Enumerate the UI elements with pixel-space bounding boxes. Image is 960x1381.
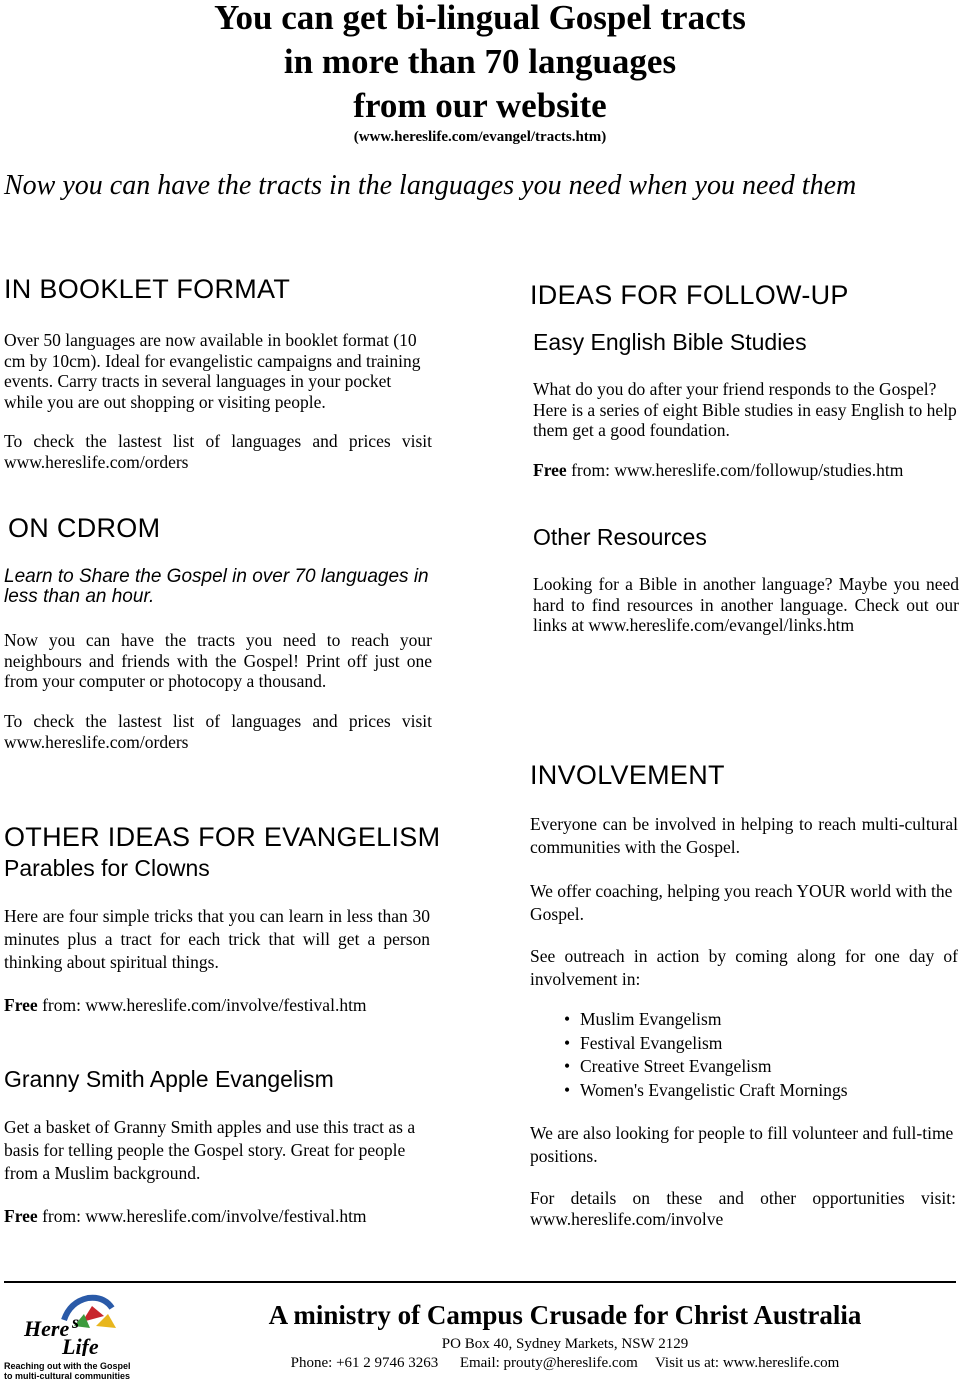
followup-body: What do you do after your friend responds to the Gospel? Here is a series of eight Bible studies in easy English to help them get a good foundation. [533,379,957,440]
involvement-heading: INVOLVEMENT [530,760,725,790]
headline-line-3: from our website [353,86,607,125]
apple-free-url[interactable]: from: www.hereslife.com/involve/festival.htm [37,1206,367,1226]
followup-subheading: Easy English Bible Studies [533,329,807,355]
other-ideas-heading: OTHER IDEAS FOR EVANGELISM [4,822,441,852]
involvement-p5: For details on these and other opportunities visit: www.hereslife.com/involve [530,1188,956,1229]
list-item: • Women's Evangelistic Craft Mornings [564,1079,848,1103]
contact-line [200,1355,930,1372]
list-item: • Creative Street Evangelism [564,1055,848,1079]
list-item: • Muslim Evangelism [564,1008,848,1032]
clowns-free-url[interactable]: from: www.hereslife.com/involve/festival.htm [37,995,367,1015]
cdrom-check: To check the lastest list of languages and prices visit www.hereslife.com/orders [4,711,432,752]
apple-body: Get a basket of Granny Smith apples and use this tract as a basis for telling people the Gospel story. Great for people from a Muslim background. [4,1117,416,1183]
other-resources-title: Other Resources [533,524,707,550]
clowns-title: Parables for Clowns [4,855,210,881]
cdrom-body: Now you can have the tracts you need to reach your neighbours and friends with the Gospel! Print off just one from your computer or photocopy a thousand. [4,630,432,691]
logo-tagline-2: to multi-cultural communities [4,1371,131,1381]
free-label: Free [4,995,38,1015]
logo-mark-icon [4,1292,136,1356]
free-label: Free [533,460,567,480]
clowns-body: Here are four simple tricks that you can learn in less than 30 minutes plus a tract for each trick that will get a person thinking about spiritual things. [4,906,430,972]
cdrom-heading: ON CDROM [8,513,161,543]
involvement-list [564,1008,848,1102]
clowns-free-line [4,995,367,1016]
phone: Phone: +61 2 9746 3263 [290,1355,439,1371]
followup-free-line [533,460,903,481]
logo-tagline-1: Reaching out with the Gospel [4,1361,131,1371]
headline-line-2: in more than 70 languages [283,42,677,81]
followup-free-url[interactable]: from: www.hereslife.com/followup/studies.htm [566,460,904,480]
address: PO Box 40, Sydney Markets, NSW 2129 [441,1336,689,1352]
tagline: Now you can have the tracts in the languages you need when you need them [4,170,857,201]
other-resources-body: Looking for a Bible in another language? Maybe you need hard to find resources in another language. Check out our links at www.hereslife.com/evangel/links.htm [533,574,959,635]
followup-heading: IDEAS FOR FOLLOW-UP [530,280,849,310]
involvement-p4: We are also looking for people to fill volunteer and full-time positions. [530,1123,954,1166]
free-label: Free [4,1206,38,1226]
apple-title: Granny Smith Apple Evangelism [4,1066,334,1092]
ministry-title: A ministry of Campus Crusade for Christ Australia [268,1300,862,1330]
website-link[interactable]: Visit us at: www.hereslife.com [654,1355,840,1371]
list-item: • Festival Evangelism [564,1032,848,1056]
involvement-p1: Everyone can be involved in helping to reach multi-cultural communities with the Gospel. [530,814,958,857]
cdrom-lead: Learn to Share the Gospel in over 70 languages in less than an hour. [4,566,429,607]
logo-word-heres: Here [24,1316,70,1341]
logo-word-life: Life [62,1334,99,1356]
booklet-check: To check the lastest list of languages and prices visit www.hereslife.com/orders [4,431,432,472]
logo-word-s: s [72,1312,80,1332]
hereslife-logo [4,1292,136,1381]
footer-divider [4,1281,956,1283]
email-link[interactable]: Email: prouty@hereslife.com [459,1355,638,1371]
apple-free-line [4,1206,367,1227]
involvement-p2: We offer coaching, helping you reach YOUR world with the Gospel. [530,881,953,924]
booklet-heading: IN BOOKLET FORMAT [4,274,291,304]
booklet-body: Over 50 languages are now available in booklet format (10 cm by 10cm). Ideal for evangelistic campaigns and training events. Carry tracts in several languages in your pocket while you are out shopping or visiting people. [4,330,421,412]
tracts-url: (www.hereslife.com/evangel/tracts.htm) [353,129,607,145]
involvement-p3: See outreach in action by coming along for one day of involvement in: [530,946,958,989]
headline-line-1: You can get bi-lingual Gospel tracts [214,0,746,37]
